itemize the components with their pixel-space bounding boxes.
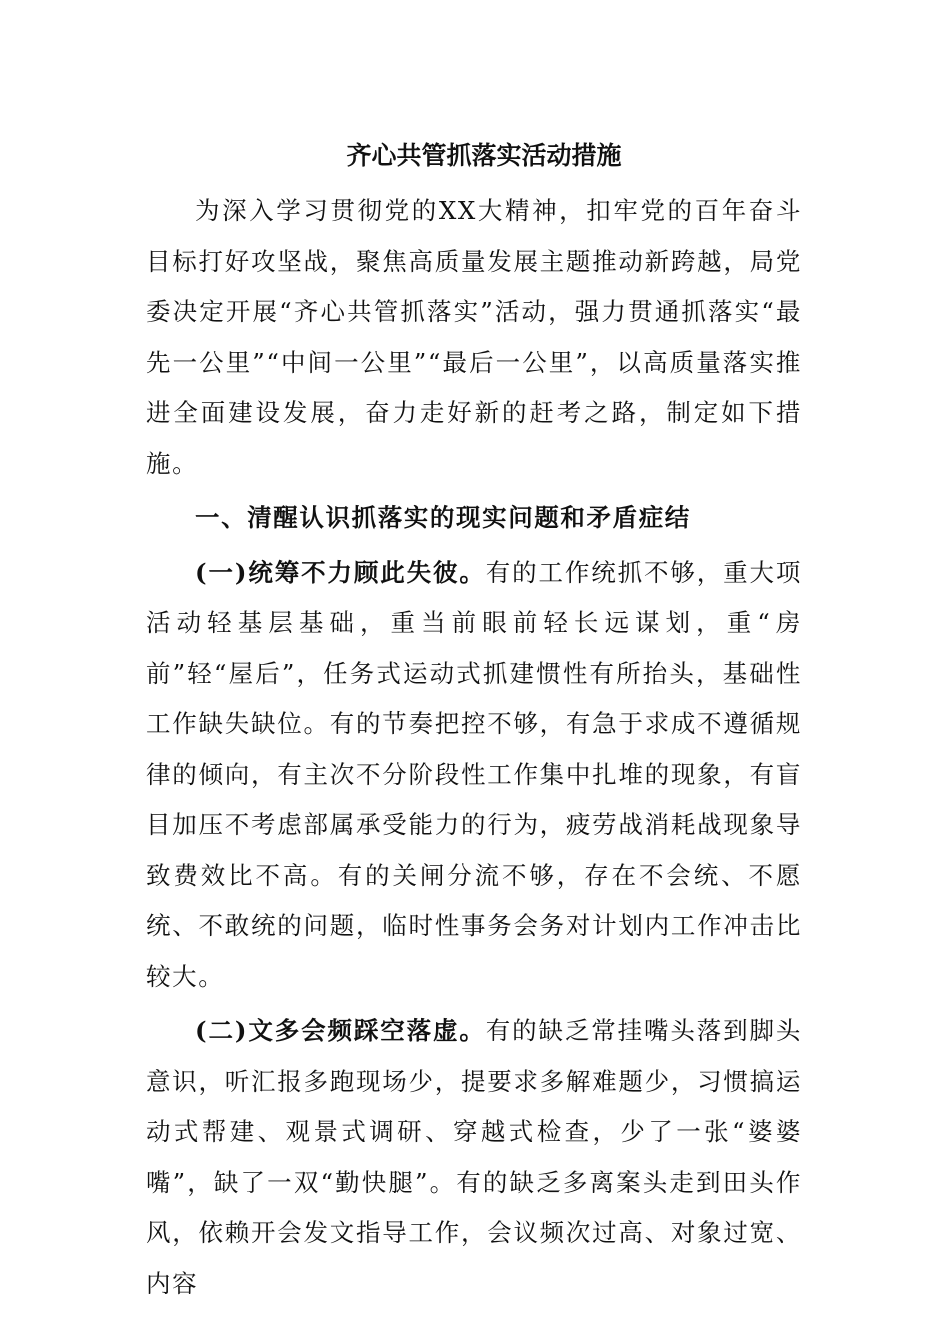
item-lead: (一)统筹不力顾此失彼。 xyxy=(195,557,486,587)
document-title: 齐心共管抓落实活动措施 xyxy=(346,141,622,170)
section-heading: 一、清醒认识抓落实的现实问题和矛盾症结 xyxy=(195,503,691,532)
item-body: 有的缺乏常挂嘴头落到脚头意识，听汇报多跑现场少，提要求多解难题少，习惯搞运动式帮建、观景式调研、穿越式检查，少了一张“婆婆嘴”，缺了一双“勤快腿”。有的缺乏多离案头走到田头作风，依赖开会发文指导工作，会议频次过高、对象过宽、内容 xyxy=(146,1016,802,1298)
item-lead: (二)文多会频踩空落虚。 xyxy=(195,1016,486,1045)
intro-paragraph: 为深入学习贯彻党的XX大精神，扣牢党的百年奋斗目标打好攻坚战，聚焦高质量发展主题推动新跨越，局党委决定开展“齐心共管抓落实”活动，强力贯通抓落实“最先一公里”“中间一公里”“最后一公里”，以高质量落实推进全面建设发展，奋力走好新的赶考之路，制定如下措施。 xyxy=(146,196,802,478)
section-item xyxy=(146,548,802,1003)
item-body: 有的工作统抓不够，重大项活动轻基层基础，重当前眼前轻长远谋划，重“房前”轻“屋后”，任务式运动式抓建惯性有所抬头，基础性工作缺失缺位。有的节奏把控不够，有急于求成不遵循规律的倾向，有主次不分阶段性工作集中扎堆的现象，有盲目加压不考虑部属承受能力的行为，疲劳战消耗战现象导致费效比不高。有的关闸分流不够，存在不会统、不愿统、不敢统的问题，临时性事务会务对计划内工作冲击比较大。 xyxy=(146,557,802,991)
section-item xyxy=(146,1006,802,1309)
document-page xyxy=(146,136,802,1309)
